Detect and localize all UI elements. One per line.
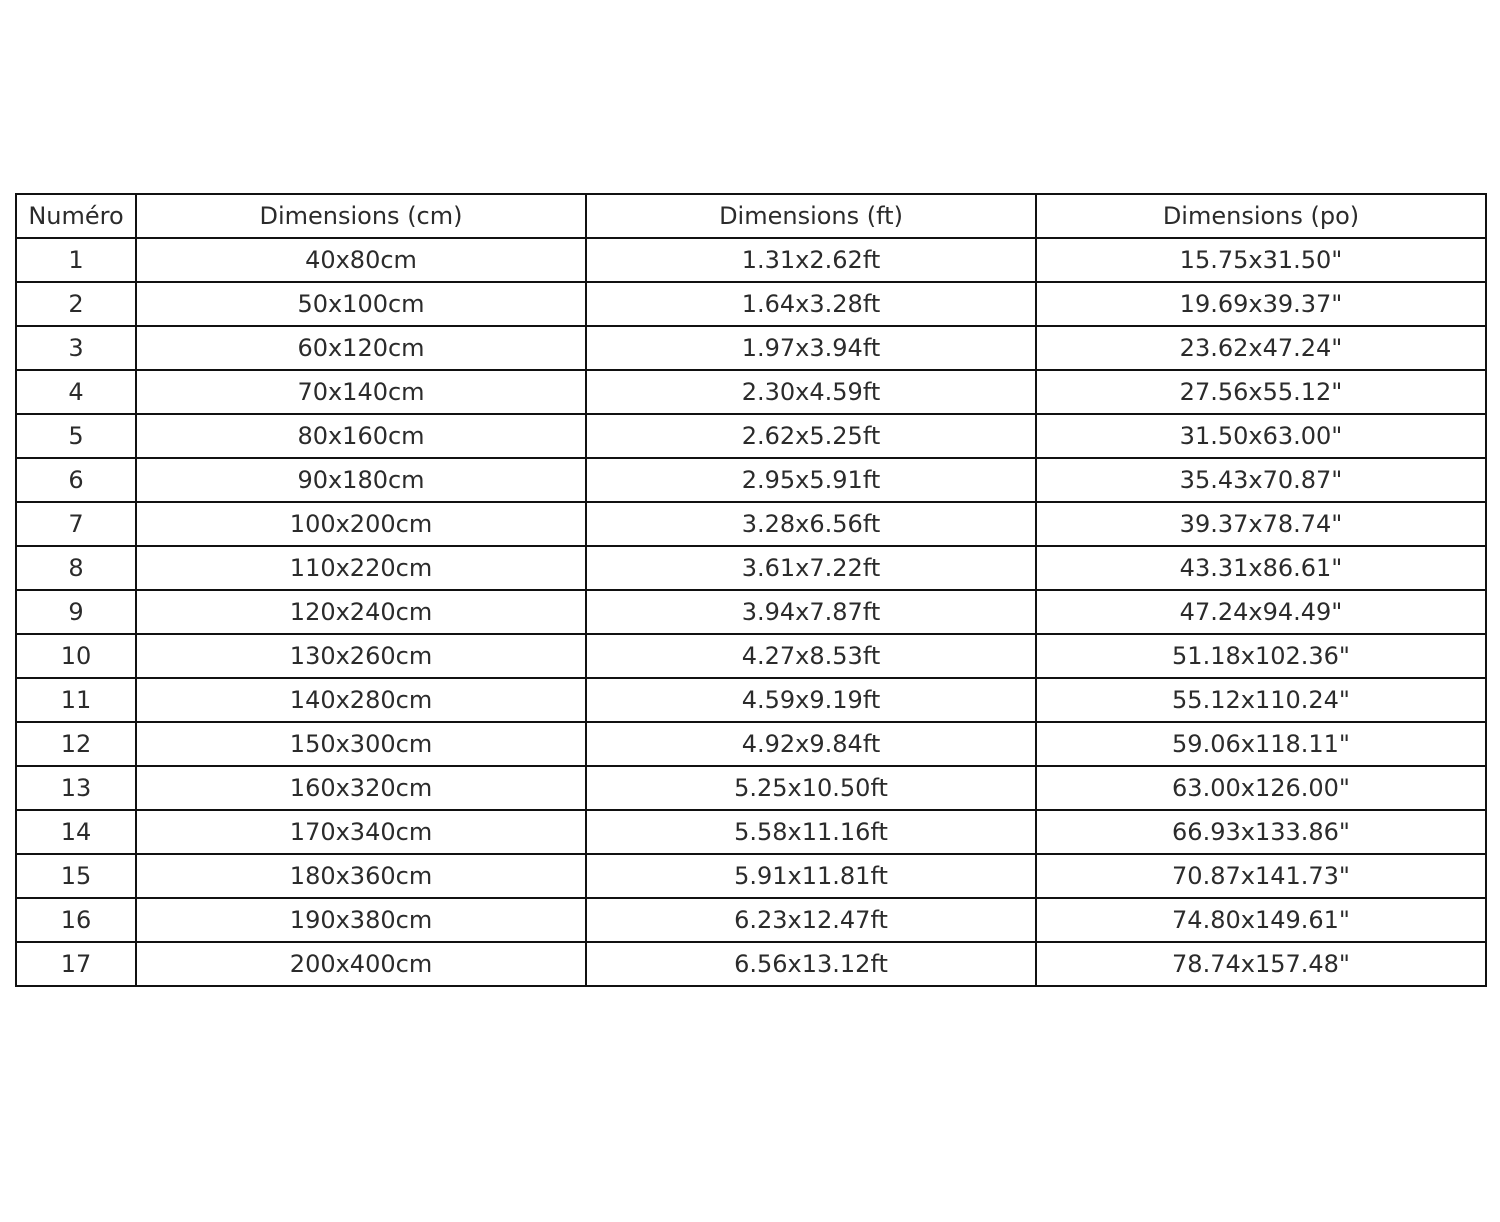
table-row bbox=[16, 854, 1486, 898]
cell-dimensions-ft: 4.27x8.53ft bbox=[586, 634, 1036, 678]
cell-dimensions-po: 23.62x47.24" bbox=[1036, 326, 1486, 370]
cell-dimensions-po: 70.87x141.73" bbox=[1036, 854, 1486, 898]
cell-dimensions-po: 19.69x39.37" bbox=[1036, 282, 1486, 326]
cell-dimensions-ft: 2.30x4.59ft bbox=[586, 370, 1036, 414]
header-dimensions-po: Dimensions (po) bbox=[1036, 194, 1486, 238]
cell-number: 9 bbox=[16, 590, 136, 634]
cell-number: 4 bbox=[16, 370, 136, 414]
table-row bbox=[16, 678, 1486, 722]
cell-dimensions-po: 15.75x31.50" bbox=[1036, 238, 1486, 282]
table-row bbox=[16, 238, 1486, 282]
cell-dimensions-ft: 2.95x5.91ft bbox=[586, 458, 1036, 502]
cell-dimensions-cm: 180x360cm bbox=[136, 854, 586, 898]
cell-dimensions-po: 55.12x110.24" bbox=[1036, 678, 1486, 722]
cell-number: 5 bbox=[16, 414, 136, 458]
cell-dimensions-cm: 200x400cm bbox=[136, 942, 586, 986]
table-row bbox=[16, 326, 1486, 370]
cell-number: 3 bbox=[16, 326, 136, 370]
cell-dimensions-cm: 70x140cm bbox=[136, 370, 586, 414]
table-row bbox=[16, 634, 1486, 678]
cell-dimensions-ft: 5.25x10.50ft bbox=[586, 766, 1036, 810]
cell-dimensions-po: 66.93x133.86" bbox=[1036, 810, 1486, 854]
cell-number: 7 bbox=[16, 502, 136, 546]
table-row bbox=[16, 370, 1486, 414]
table-row bbox=[16, 502, 1486, 546]
cell-dimensions-cm: 90x180cm bbox=[136, 458, 586, 502]
cell-dimensions-cm: 50x100cm bbox=[136, 282, 586, 326]
cell-dimensions-cm: 150x300cm bbox=[136, 722, 586, 766]
header-dimensions-ft: Dimensions (ft) bbox=[586, 194, 1036, 238]
table-row bbox=[16, 414, 1486, 458]
cell-dimensions-cm: 140x280cm bbox=[136, 678, 586, 722]
header-dimensions-cm: Dimensions (cm) bbox=[136, 194, 586, 238]
table-row bbox=[16, 590, 1486, 634]
cell-dimensions-cm: 190x380cm bbox=[136, 898, 586, 942]
cell-dimensions-ft: 1.31x2.62ft bbox=[586, 238, 1036, 282]
table-row bbox=[16, 810, 1486, 854]
table-row bbox=[16, 898, 1486, 942]
table-header-row bbox=[16, 194, 1486, 238]
cell-number: 8 bbox=[16, 546, 136, 590]
cell-dimensions-cm: 120x240cm bbox=[136, 590, 586, 634]
cell-dimensions-po: 74.80x149.61" bbox=[1036, 898, 1486, 942]
cell-number: 2 bbox=[16, 282, 136, 326]
size-table bbox=[15, 193, 1487, 987]
cell-number: 6 bbox=[16, 458, 136, 502]
cell-dimensions-cm: 40x80cm bbox=[136, 238, 586, 282]
cell-number: 13 bbox=[16, 766, 136, 810]
cell-dimensions-cm: 60x120cm bbox=[136, 326, 586, 370]
table-row bbox=[16, 766, 1486, 810]
cell-number: 16 bbox=[16, 898, 136, 942]
cell-dimensions-po: 35.43x70.87" bbox=[1036, 458, 1486, 502]
cell-dimensions-ft: 2.62x5.25ft bbox=[586, 414, 1036, 458]
cell-number: 17 bbox=[16, 942, 136, 986]
header-number: Numéro bbox=[16, 194, 136, 238]
cell-dimensions-cm: 110x220cm bbox=[136, 546, 586, 590]
cell-number: 15 bbox=[16, 854, 136, 898]
cell-dimensions-ft: 6.56x13.12ft bbox=[586, 942, 1036, 986]
table-row bbox=[16, 458, 1486, 502]
cell-dimensions-ft: 3.94x7.87ft bbox=[586, 590, 1036, 634]
cell-number: 12 bbox=[16, 722, 136, 766]
cell-dimensions-po: 43.31x86.61" bbox=[1036, 546, 1486, 590]
table-row bbox=[16, 722, 1486, 766]
cell-number: 1 bbox=[16, 238, 136, 282]
table-body bbox=[16, 238, 1486, 986]
cell-dimensions-cm: 170x340cm bbox=[136, 810, 586, 854]
table-row bbox=[16, 942, 1486, 986]
cell-dimensions-ft: 5.58x11.16ft bbox=[586, 810, 1036, 854]
table-row bbox=[16, 546, 1486, 590]
cell-number: 11 bbox=[16, 678, 136, 722]
cell-dimensions-po: 47.24x94.49" bbox=[1036, 590, 1486, 634]
cell-dimensions-ft: 4.59x9.19ft bbox=[586, 678, 1036, 722]
cell-dimensions-po: 39.37x78.74" bbox=[1036, 502, 1486, 546]
cell-number: 14 bbox=[16, 810, 136, 854]
cell-dimensions-po: 51.18x102.36" bbox=[1036, 634, 1486, 678]
cell-dimensions-ft: 4.92x9.84ft bbox=[586, 722, 1036, 766]
cell-dimensions-ft: 3.28x6.56ft bbox=[586, 502, 1036, 546]
cell-dimensions-ft: 6.23x12.47ft bbox=[586, 898, 1036, 942]
cell-dimensions-ft: 3.61x7.22ft bbox=[586, 546, 1036, 590]
cell-dimensions-po: 63.00x126.00" bbox=[1036, 766, 1486, 810]
cell-dimensions-po: 59.06x118.11" bbox=[1036, 722, 1486, 766]
cell-dimensions-cm: 160x320cm bbox=[136, 766, 586, 810]
cell-dimensions-cm: 130x260cm bbox=[136, 634, 586, 678]
cell-dimensions-po: 31.50x63.00" bbox=[1036, 414, 1486, 458]
cell-dimensions-cm: 100x200cm bbox=[136, 502, 586, 546]
cell-dimensions-ft: 1.97x3.94ft bbox=[586, 326, 1036, 370]
cell-dimensions-cm: 80x160cm bbox=[136, 414, 586, 458]
cell-dimensions-po: 27.56x55.12" bbox=[1036, 370, 1486, 414]
table-row bbox=[16, 282, 1486, 326]
cell-dimensions-po: 78.74x157.48" bbox=[1036, 942, 1486, 986]
cell-dimensions-ft: 1.64x3.28ft bbox=[586, 282, 1036, 326]
cell-number: 10 bbox=[16, 634, 136, 678]
cell-dimensions-ft: 5.91x11.81ft bbox=[586, 854, 1036, 898]
